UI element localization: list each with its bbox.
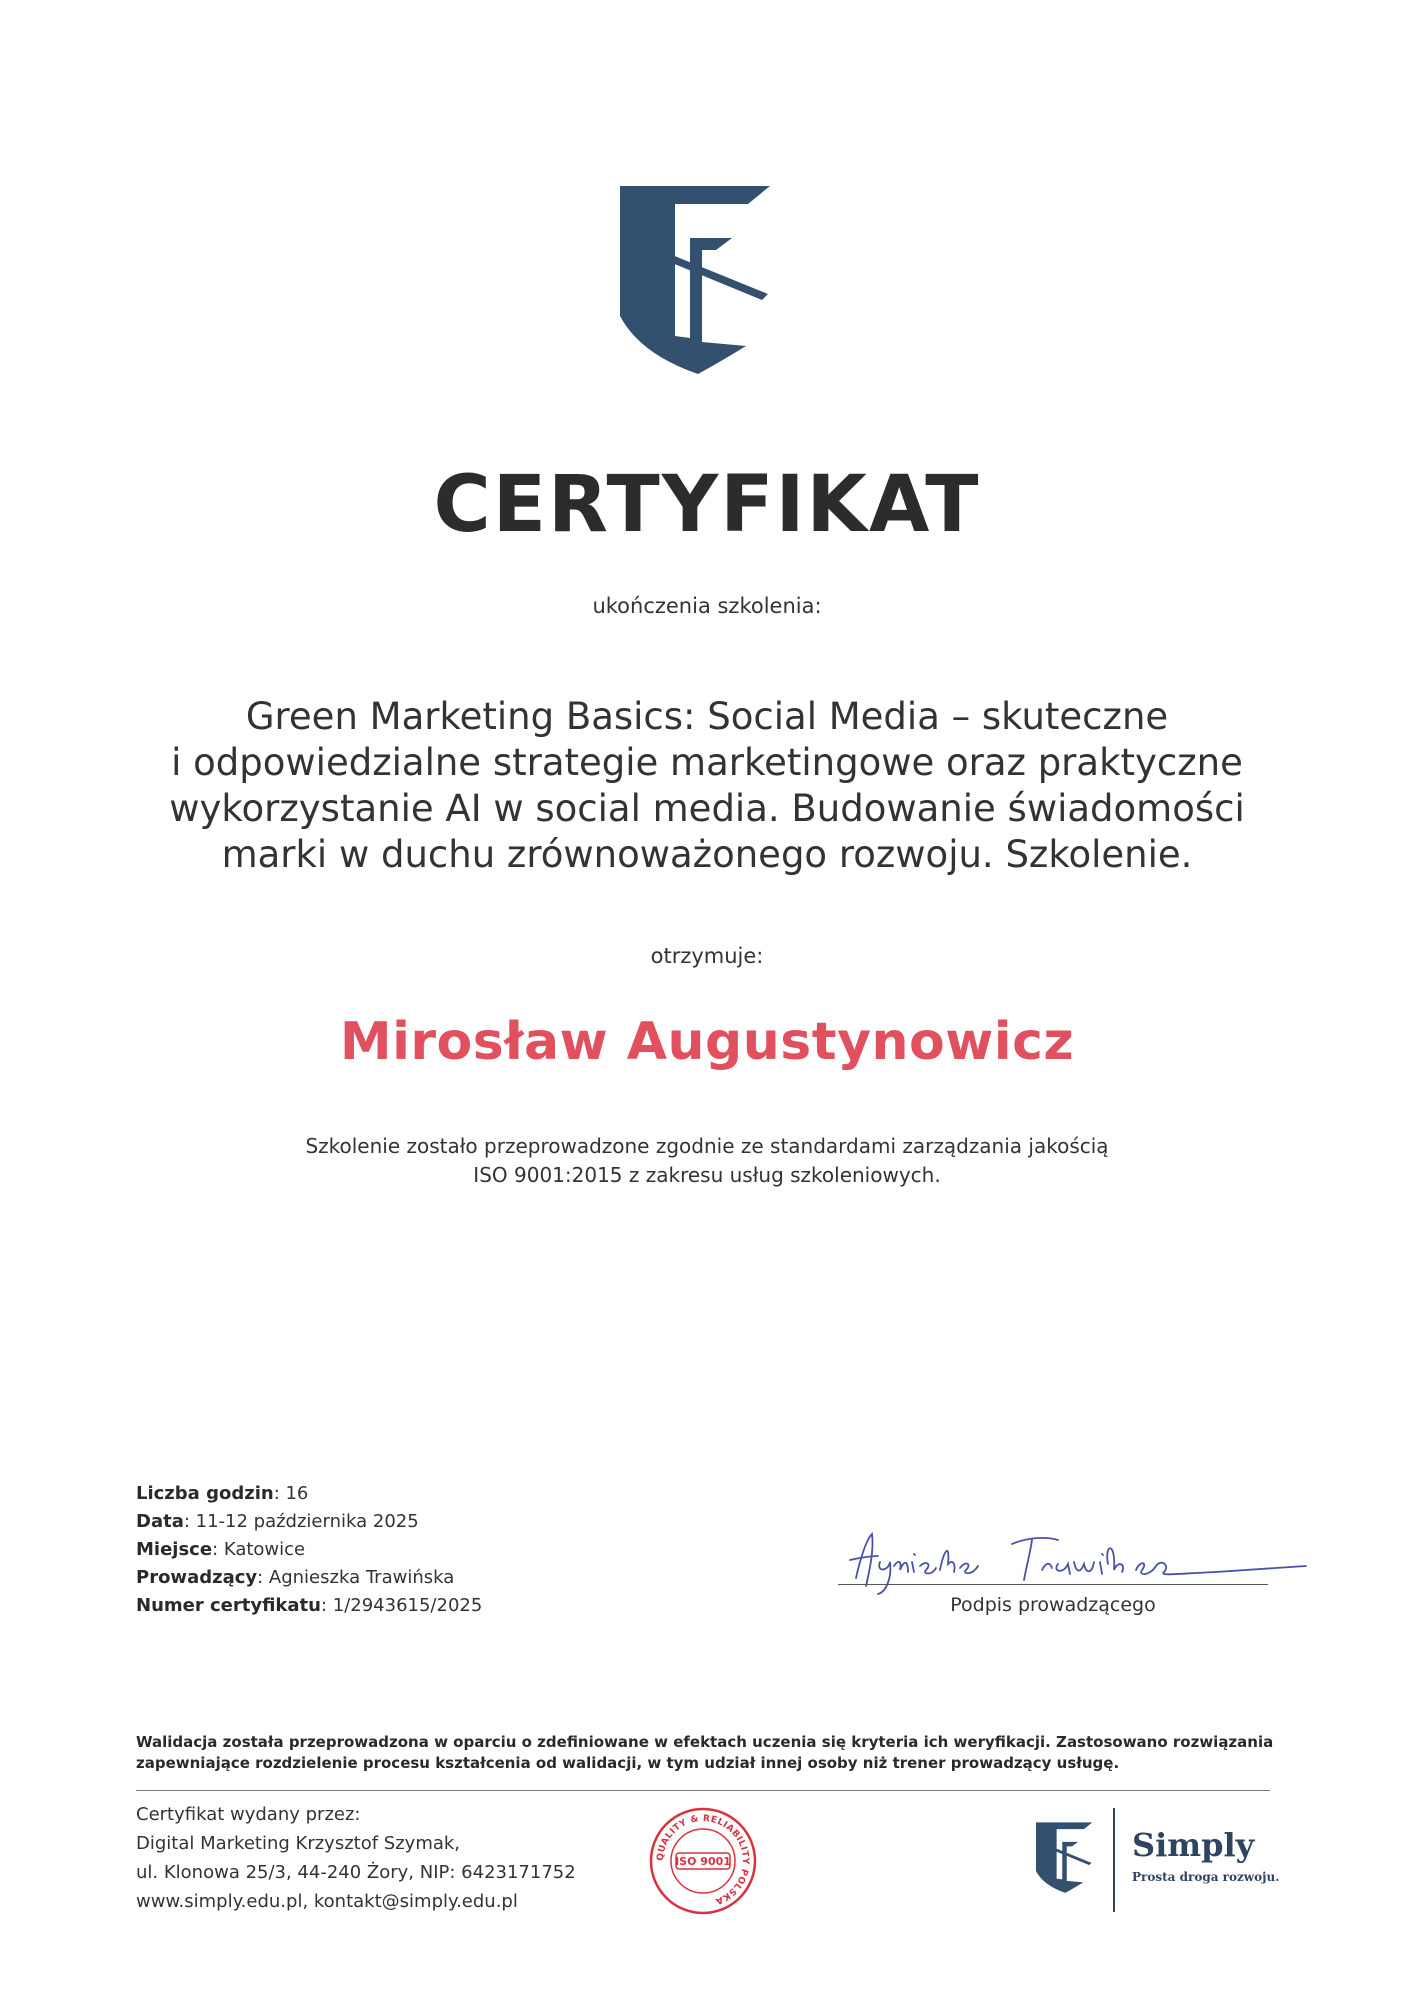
validation-line: Walidacja została przeprowadzona w oparciu o zdefiniowane w efektach uczenia się kryteria ich weryfikacji. Zastosowano rozwiązania <box>136 1733 1274 1751</box>
brand-logo-icon <box>1036 1820 1096 1896</box>
detail-value: : 11-12 października 2025 <box>183 1511 419 1532</box>
brand-name: Simply <box>1132 1826 1255 1864</box>
detail-value: : Agnieszka Trawińska <box>257 1567 455 1588</box>
handwritten-signature <box>836 1520 1316 1600</box>
signature-label: Podpis prowadzącego <box>950 1594 1156 1616</box>
detail-row-trainer <box>136 1564 482 1592</box>
certificate-title: CERTYFIKAT <box>433 460 981 550</box>
detail-row-hours <box>136 1480 482 1508</box>
detail-value: : Katowice <box>212 1539 306 1560</box>
recipient-name: Mirosław Augustynowicz <box>339 1012 1075 1072</box>
course-title-line: Green Marketing Basics: Social Media – skuteczne <box>245 695 1169 738</box>
course-title-line: i odpowiedzialne strategie marketingowe oraz praktyczne <box>171 741 1243 784</box>
certificate-subtitle: ukończenia szkolenia: <box>592 594 822 618</box>
course-title-line: wykorzystanie AI w social media. Budowanie świadomości <box>169 787 1245 830</box>
issuer-line: ul. Klonowa 25/3, 44-240 Żory, NIP: 6423171752 <box>136 1862 576 1883</box>
course-title-line: marki w duchu zrównoważonego rozwoju. Szkolenie. <box>221 833 1193 876</box>
validation-note <box>136 1732 1286 1774</box>
receives-label: otrzymuje: <box>650 944 764 968</box>
iso-statement <box>0 1132 1414 1190</box>
footer-divider <box>136 1790 1270 1791</box>
issuer-line: Digital Marketing Krzysztof Szymak, <box>136 1833 461 1854</box>
detail-row-cert-number <box>136 1592 482 1620</box>
svg-text:QUALITY & RELIABILITY POLSKA: QUALITY & RELIABILITY POLSKA <box>655 1813 751 1906</box>
detail-label: Numer certyfikatu <box>136 1595 321 1616</box>
issuer-line: Certyfikat wydany przez: <box>136 1804 361 1825</box>
detail-label: Prowadzący <box>136 1567 258 1588</box>
detail-label: Miejsce <box>136 1539 213 1560</box>
logo-shield-icon <box>620 186 780 376</box>
signature-line <box>838 1584 1268 1585</box>
brand-tagline: Prosta droga rozwoju. <box>1132 1870 1280 1884</box>
detail-value: : 1/2943615/2025 <box>320 1595 483 1616</box>
detail-label: Liczba godzin <box>136 1483 274 1504</box>
svg-text:ISO 9001: ISO 9001 <box>675 1855 731 1868</box>
detail-row-place <box>136 1536 482 1564</box>
iso-statement-line: Szkolenie zostało przeprowadzone zgodnie ze standardami zarządzania jakością <box>305 1134 1109 1158</box>
course-title <box>120 694 1294 878</box>
detail-value: : 16 <box>273 1483 309 1504</box>
brand-divider <box>1113 1808 1115 1912</box>
issuer-line: www.simply.edu.pl, kontakt@simply.edu.pl <box>136 1891 518 1912</box>
detail-label: Data <box>136 1511 184 1532</box>
issuer-info <box>136 1800 576 1916</box>
detail-row-date <box>136 1508 482 1536</box>
training-details <box>136 1480 482 1620</box>
iso-statement-line: ISO 9001:2015 z zakresu usług szkoleniowych. <box>473 1163 941 1187</box>
iso-stamp-icon <box>648 1806 758 1916</box>
validation-line: zapewniające rozdzielenie procesu kształcenia od walidacji, w tym udział innej osoby niż trener prowadzący usługę. <box>136 1754 1120 1772</box>
